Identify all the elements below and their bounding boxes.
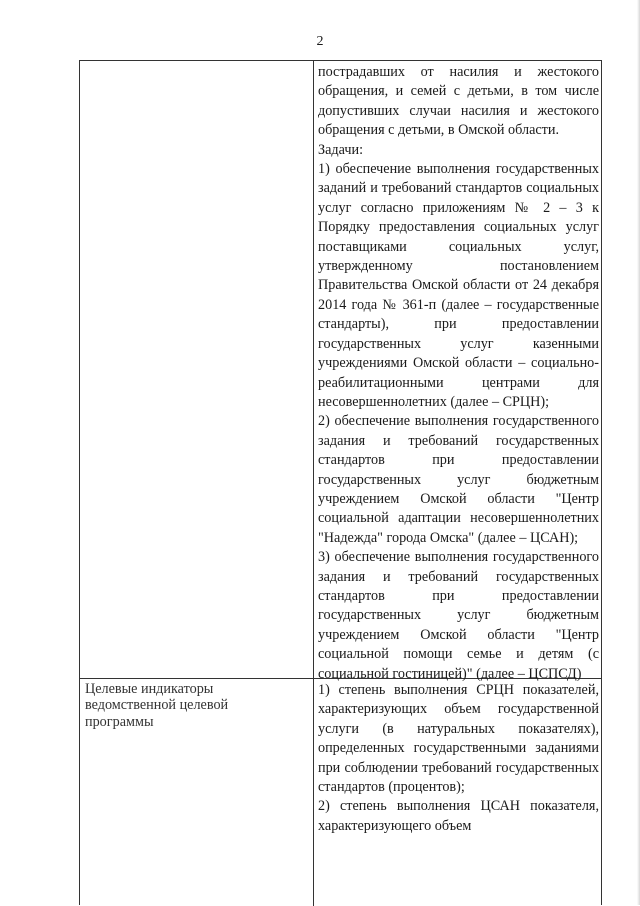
task-item-1: 1) обеспечение выполнения государственных заданий и требований стандартов социальных услуг согласно приложениям № 2 – 3 к Порядку предоставления социальных услуг поставщиками социальных услуг, утвержденному постановлением Правительства Омской области от 24 декабря 2014 года № 361-п (далее – государственные стандарты), при предоставлении государственных услуг казенными учреждениями Омской области – социально-реабилитационными центрами для несовершеннолетних (далее – СРЦН); bbox=[318, 161, 599, 410]
table-row bbox=[80, 61, 601, 682]
row-label-target-indicators: Целевые индикаторы ведомственной целевой программы bbox=[85, 681, 229, 730]
indicator-item-1: 1) степень выполнения СРЦН показателей, характеризующих объем государственной услуги (в натуральных показателях), определенных государственными заданиями при соблюдении требований государственных стандартов (процентов); bbox=[318, 682, 599, 796]
tasks-heading: Задачи: bbox=[318, 141, 364, 158]
page-number: 2 bbox=[316, 34, 324, 49]
task-item-3: 3) обеспечение выполнения государственного задания и требований государственных стандартов при предоставлении государственных услуг бюджетным учреждением Омской области "Центр социальной помощи семье и детям (с социальной гостиницей)" (далее – ЦСПСД) bbox=[318, 549, 599, 682]
task-item-2: 2) обеспечение выполнения государственного задания и требований государственных стандартов при предоставлении государственных услуг бюджетным учреждением Омской области "Центр социальной адаптации несовершеннолетних "Надежда" города Омска" (далее – ЦСАН); bbox=[318, 413, 599, 546]
table-cell-label bbox=[80, 679, 314, 906]
program-passport-table bbox=[79, 60, 602, 905]
table-cell-label bbox=[80, 61, 314, 678]
goal-text-continuation: пострадавших от насилия и жестокого обращения, и семей с детьми, в том числе допустивших случаи насилия и жестокого обращения с детьми, в Омской области. bbox=[318, 64, 599, 139]
table-cell-content bbox=[314, 679, 601, 906]
table-cell-content bbox=[314, 61, 601, 682]
indicator-item-2: 2) степень выполнения ЦСАН показателя, характеризующего объем bbox=[318, 798, 599, 834]
table-row bbox=[80, 679, 601, 906]
